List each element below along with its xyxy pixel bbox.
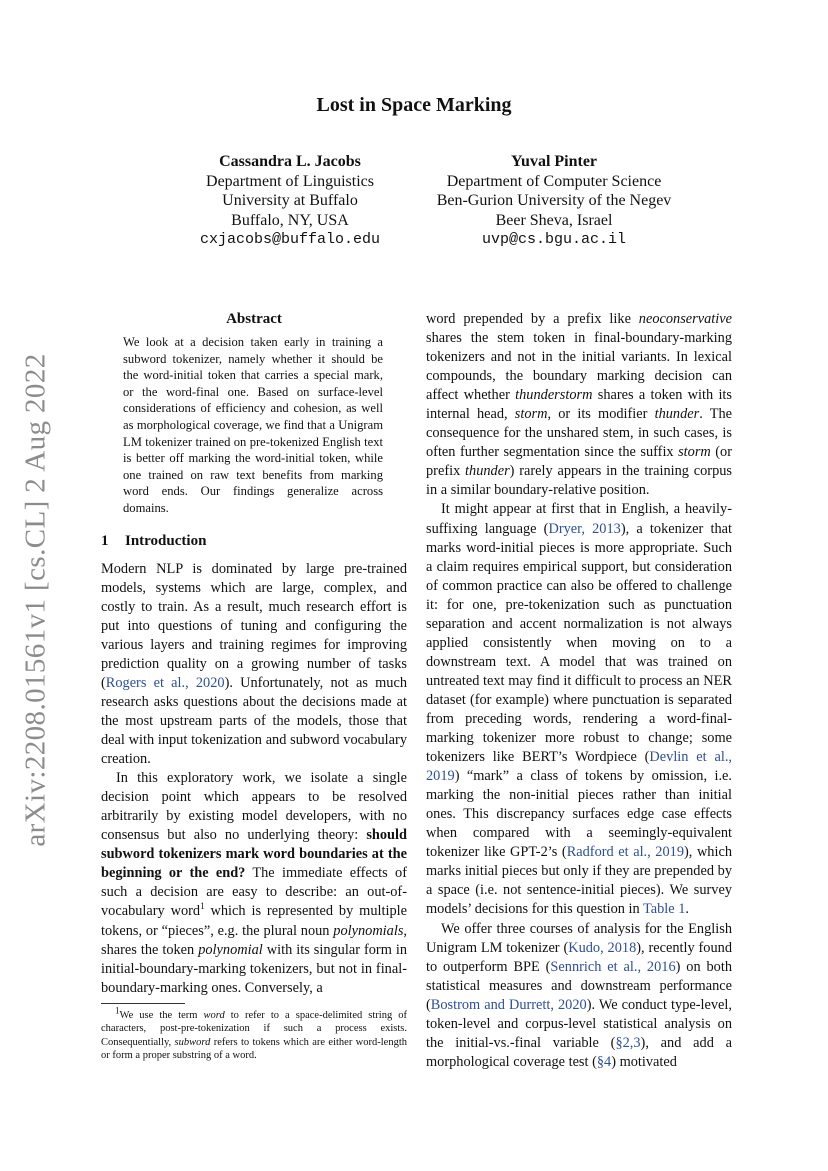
text-run: which is represented by multiple tokens, or “pieces”, e.g. the plural noun: [101, 903, 407, 939]
author-block-2: [414, 152, 694, 250]
abstract-text: We look at a decision taken early in training a subword tokenizer, namely whether it should be the word-initial token that carries a special mark, or the word-final one. Based on surface-level considerations of efficiency and cohesion, as well as morphological coverage, we find that a Unigram LM tokenizer trained on pre-tokenized English text is better off marking the word-initial token, while one trained on raw text benefits from marking word ends. Our findings generalize across domains.: [123, 335, 383, 515]
example-word: storm: [514, 406, 548, 423]
table-reference-link[interactable]: Table 1: [643, 901, 686, 918]
example-word: polynomials: [333, 922, 404, 939]
research-question: should subword tokenizers mark word boundaries at the beginning or the end?: [101, 827, 407, 882]
intro-paragraph-2: [101, 769, 407, 998]
author-location: Beer Sheva, Israel: [495, 211, 613, 229]
section-title: Introduction: [125, 532, 207, 549]
arxiv-identifier-stamp: arXiv:2208.01561v1 [cs.CL] 2 Aug 2022: [19, 353, 52, 847]
citation-link[interactable]: Radford et al., 2019: [566, 844, 684, 861]
text-run: (or prefix: [426, 444, 732, 480]
text-run: ) motivated: [611, 1053, 677, 1070]
author-name: Cassandra L. Jacobs: [219, 153, 361, 170]
citation-link[interactable]: Kudo, 2018: [568, 939, 637, 956]
author-institution: Ben-Gurion University of the Negev: [436, 192, 672, 209]
author-name: Yuval Pinter: [510, 153, 598, 170]
author-department: Department of Linguistics: [206, 172, 374, 190]
text-run: We offer three courses of analysis for the English Unigram LM tokenizer (: [426, 920, 732, 956]
author-location: Buffalo, NY, USA: [231, 211, 349, 229]
left-column: [101, 310, 407, 1062]
footnote: [101, 1005, 407, 1063]
example-word: polynomial: [198, 941, 263, 958]
text-run: ), which marks initial pieces but only if they are prepended by a space (i.e. not sentence-initial pieces). We survey models’ decisions for this question in: [426, 844, 732, 918]
intro-paragraph-1: [101, 560, 407, 770]
text-run: ), recently found to outperform BPE (: [426, 939, 732, 975]
example-word: thunder: [465, 463, 510, 480]
author-email: uvp@cs.bgu.ac.il: [481, 231, 627, 248]
citation-link[interactable]: Bostrom and Durrett, 2020: [430, 996, 587, 1013]
text-run: We use the term: [119, 1009, 204, 1021]
text-run: ), and add a morphological coverage test (: [426, 1034, 732, 1070]
text-run: .: [685, 901, 690, 918]
abstract-heading: Abstract: [226, 311, 282, 327]
right-paragraph-3: [426, 920, 732, 1072]
text-run: It might appear at first that in English, a heavily-suffixing language (: [426, 501, 732, 537]
author-institution: University at Buffalo: [222, 192, 358, 209]
author-email: cxjacobs@buffalo.edu: [199, 231, 381, 248]
paper-title: Lost in Space Marking: [316, 94, 512, 116]
citation-link[interactable]: Rogers et al., 2020: [105, 674, 225, 691]
text-run: refers to tokens which are either word-length or form a proper substring of a word.: [101, 1036, 407, 1061]
right-column: [426, 310, 732, 1072]
example-word: thunderstorm: [515, 387, 593, 404]
example-word: storm: [678, 444, 711, 461]
section-number: 1: [101, 532, 109, 549]
footnote-divider: [101, 1003, 185, 1004]
right-paragraph-2: [426, 500, 732, 919]
text-run: shares a token with its internal head,: [426, 387, 732, 423]
text-run: ) “mark” a class of tokens by omission, i.e. marking the non-initial pieces rather than initial ones. This discrepancy surfaces edge case effects when compared with a seemingly-equivalent tokenizer like GPT-2’s (: [426, 768, 732, 861]
text-run: The immediate effects of such a decision are easy to describe: an out-of-vocabulary word: [101, 865, 407, 920]
citation-link[interactable]: Sennrich et al., 2016: [550, 958, 676, 975]
author-block-1: [160, 152, 420, 250]
text-run: Modern NLP is dominated by large pre-trained models, systems which are large, complex, and costly to train. As a result, much research effort is put into questions of tuning and configuring the various layers and training regimes for improving prediction quality on a growing number of tasks (: [101, 560, 407, 691]
text-run: with its singular form in initial-boundary-marking tokenizers, but not in final-boundary-marking ones. Conversely, a: [101, 941, 407, 996]
text-run: , shares the token: [101, 922, 407, 958]
text-run: . The consequence for the unshared stem, in such cases, is often further segmentation since the suffix: [426, 406, 733, 461]
footnote-marker[interactable]: 1: [200, 901, 205, 912]
text-run: ), a tokenizer that marks word-initial pieces is more appropriate. Such a claim requires empirical support, but consideration of common practice can also be offered to challenge it: for one, pre-tokenization such as punctuation separation and accent normalization is not always applied consistently when moving on to a downstream text. A model that was trained on untreated text may find it difficult to process an NER dataset (for example) where punctuation is separated from preceding words, rendering a word-final-marking tokenizer more robust to change; some tokenizers like BERT’s Wordpiece (: [426, 520, 732, 766]
footnote-number: 1: [115, 1005, 120, 1016]
author-department: Department of Computer Science: [446, 172, 662, 190]
section-heading: [101, 532, 407, 551]
text-run: , or its modifier: [547, 406, 655, 423]
citation-link[interactable]: Dryer, 2013: [548, 520, 621, 537]
text-run: In this exploratory work, we isolate a single decision point which appears to be resolved arbitrarily by existing model developers, with no consensus but also no underlying theory:: [101, 770, 407, 844]
example-word: neoconservative: [638, 311, 732, 327]
text-run: ). We conduct type-level, token-level and corpus-level statistical analysis on the initial-vs.-final variable (: [426, 996, 732, 1051]
example-word: thunder: [654, 406, 700, 423]
text-run: word prepended by a prefix like: [426, 311, 639, 327]
right-paragraph-1: [426, 310, 732, 500]
text-run: ) on both statistical measures and downstream performance (: [426, 958, 733, 1013]
section-reference-link[interactable]: §4: [596, 1053, 612, 1070]
text-run: ) rarely appears in the training corpus in a similar boundary-relative position.: [426, 463, 732, 499]
emphasized-term: subword: [174, 1036, 211, 1048]
text-run: ). Unfortunately, not as much research asks questions about the decisions made at the most upstream parts of the models, those that deal with input tokenization and subword vocabulary creation.: [101, 674, 407, 768]
text-run: shares the stem token in final-boundary-marking tokenizers and not in the initial variants. In lexical compounds, the boundary marking decision can affect whether: [426, 330, 732, 404]
citation-link[interactable]: Devlin et al., 2019: [426, 749, 732, 785]
emphasized-term: word: [203, 1009, 225, 1021]
text-run: to refer to a space-delimited string of characters, post-pre-tokenization if such a process exists. Consequentially,: [101, 1009, 407, 1048]
section-reference-link[interactable]: §2,3: [615, 1034, 641, 1051]
